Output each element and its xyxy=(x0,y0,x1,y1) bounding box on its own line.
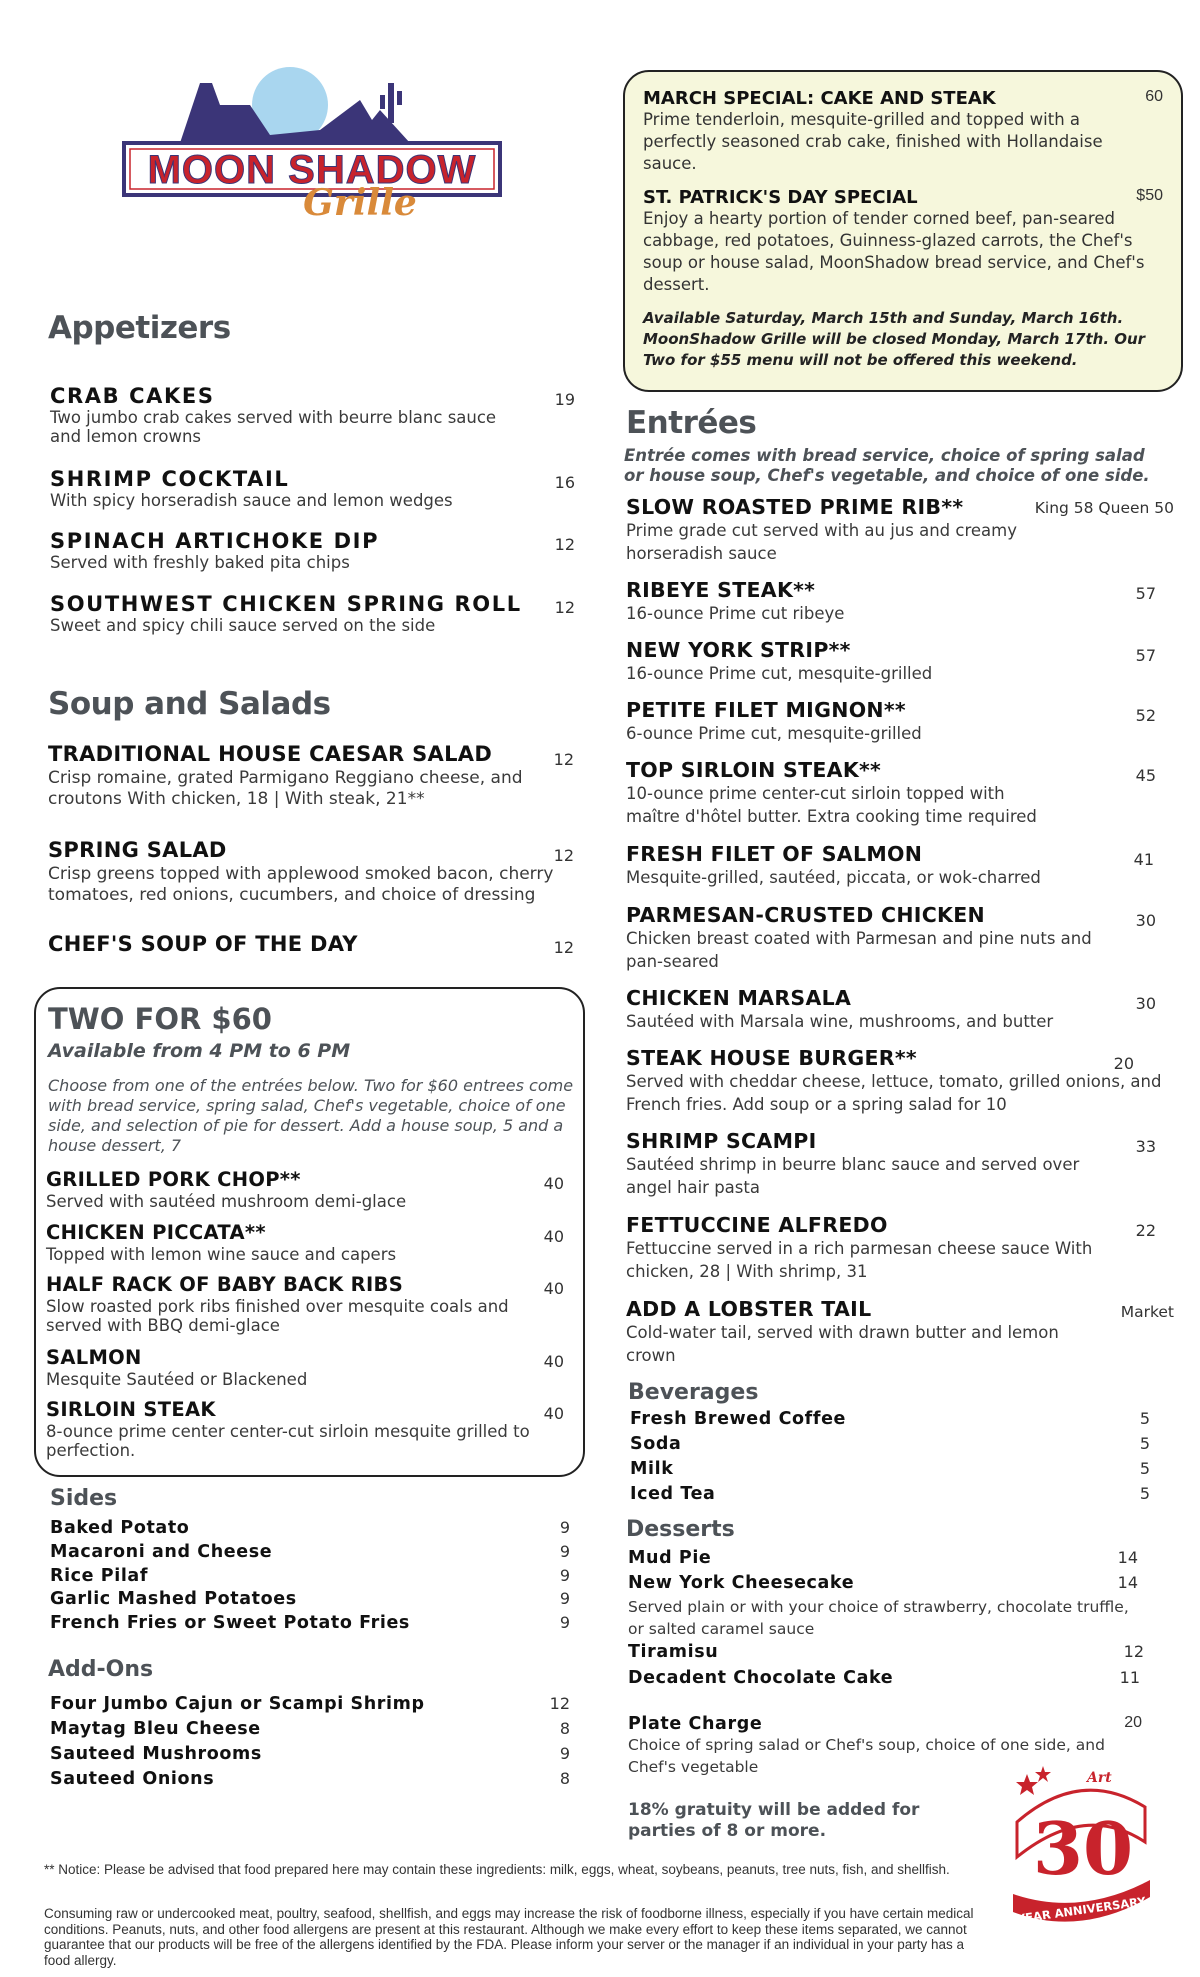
item-price: 9 xyxy=(559,1566,570,1585)
anniversary-badge xyxy=(1005,1762,1155,1977)
anniversary-signature: Art xyxy=(1087,1770,1112,1786)
item-price: 22 xyxy=(1135,1221,1156,1240)
item-price: 33 xyxy=(1135,1137,1156,1156)
side-item xyxy=(50,1613,570,1633)
item-price: 41 xyxy=(1133,850,1154,869)
addon-item xyxy=(50,1744,570,1764)
item-name: NEW YORK STRIP** xyxy=(626,638,851,662)
two-for-item xyxy=(46,1346,564,1389)
item-name: Rice Pilaf xyxy=(50,1566,149,1586)
entree-item xyxy=(626,1129,1174,1199)
item-price: 11 xyxy=(1119,1668,1140,1687)
item-name: PETITE FILET MIGNON** xyxy=(626,698,906,722)
special-price: $50 xyxy=(1136,187,1163,204)
item-name: TOP SIRLOIN STEAK** xyxy=(626,758,882,782)
item-price: 14 xyxy=(1117,1548,1138,1567)
item-desc: Mesquite Sautéed or Blackened xyxy=(46,1370,308,1389)
item-name: Sauteed Onions xyxy=(50,1769,215,1789)
item-name: Iced Tea xyxy=(630,1484,716,1504)
item-name: SPINACH ARTICHOKE DIP xyxy=(50,529,380,553)
item-desc: 10-ounce prime center-cut sirloin topped with maître d'hôtel butter. Extra cooking time required xyxy=(626,784,1037,826)
soup-item xyxy=(48,742,574,810)
appetizer-item xyxy=(50,467,575,510)
item-desc: Sautéed with Marsala wine, mushrooms, and butter xyxy=(626,1012,1054,1031)
item-name: SLOW ROASTED PRIME RIB** xyxy=(626,495,964,519)
item-price: 12 xyxy=(553,846,574,865)
item-desc: Crisp greens topped with applewood smoked bacon, cherry tomatoes, red onions, cucumbers, and choice of dressing xyxy=(48,864,554,905)
soup-item xyxy=(48,838,574,906)
entree-item xyxy=(626,986,1174,1033)
item-desc: Served with freshly baked pita chips xyxy=(50,553,350,572)
item-desc: Slow roasted pork ribs finished over mesquite coals and served with BBQ demi-glace xyxy=(46,1297,509,1335)
logo-name: MOON SHADOW xyxy=(147,148,477,192)
item-name: HALF RACK OF BABY BACK RIBS xyxy=(46,1273,404,1296)
march-special xyxy=(643,88,1163,175)
soup-item xyxy=(48,932,574,957)
item-price: 12 xyxy=(549,1694,570,1713)
logo-script: Grille xyxy=(303,182,417,224)
item-desc: Fettuccine served in a rich parmesan cheese sauce With chicken, 28 | With shrimp, 31 xyxy=(626,1239,1093,1281)
item-desc: Sautéed shrimp in beurre blanc sauce and served over angel hair pasta xyxy=(626,1155,1080,1197)
allergen-notice: ** Notice: Please be advised that food prepared here may contain these ingredients: milk, eggs, wheat, soybeans, peanuts, tree nuts, fish, and shellfish. xyxy=(44,1862,950,1877)
anniversary-text: YEAR ANNIVERSARY xyxy=(1016,1894,1147,1926)
item-name: Plate Charge xyxy=(628,1714,763,1734)
item-price: 19 xyxy=(554,390,575,409)
two-for-item xyxy=(46,1221,564,1264)
appetizers-title: Appetizers xyxy=(48,310,231,346)
item-desc: Served with sautéed mushroom demi-glace xyxy=(46,1192,407,1211)
beverages-list xyxy=(630,1409,1150,1509)
anniversary-number: 30 xyxy=(1032,1806,1134,1891)
item-desc: Served plain or with your choice of strawberry, chocolate truffle, or salted caramel sauce xyxy=(628,1598,1129,1638)
two-for-subtitle: Available from 4 PM to 6 PM xyxy=(48,1040,351,1062)
addon-item xyxy=(50,1694,570,1714)
item-price: 5 xyxy=(1139,1409,1150,1428)
item-price: 9 xyxy=(559,1589,570,1608)
item-name: Tiramisu xyxy=(628,1642,719,1662)
restaurant-logo xyxy=(120,65,510,225)
item-name: Milk xyxy=(630,1459,674,1479)
item-price: 9 xyxy=(559,1744,570,1763)
item-desc: Topped with lemon wine sauce and capers xyxy=(46,1245,397,1264)
item-price: King 58 Queen 50 xyxy=(1034,499,1174,517)
item-name: ADD A LOBSTER TAIL xyxy=(626,1297,872,1321)
item-price: 5 xyxy=(1139,1434,1150,1453)
two-for-title: TWO FOR $60 xyxy=(48,1002,272,1036)
item-name: Four Jumbo Cajun or Scampi Shrimp xyxy=(50,1694,425,1714)
item-desc: 8-ounce prime center center-cut sirloin mesquite grilled to perfection. xyxy=(46,1422,530,1460)
item-price: 57 xyxy=(1135,646,1156,665)
entree-item xyxy=(626,578,1174,625)
item-name: SALMON xyxy=(46,1346,142,1369)
item-price: 57 xyxy=(1135,584,1156,603)
entree-item xyxy=(626,903,1174,973)
item-price: 9 xyxy=(559,1542,570,1561)
special-desc: Prime tenderloin, mesquite-grilled and topped with a perfectly seasoned crab cake, finished with Hollandaise sauce. xyxy=(643,110,1103,173)
item-name: CRAB CAKES xyxy=(50,384,215,408)
item-price: 8 xyxy=(559,1769,570,1788)
item-price: 30 xyxy=(1135,911,1156,930)
item-price: 40 xyxy=(543,1227,564,1246)
side-item xyxy=(50,1518,570,1538)
item-name: SIRLOIN STEAK xyxy=(46,1398,216,1421)
item-price: 40 xyxy=(543,1279,564,1298)
entree-item xyxy=(626,698,1174,745)
special-desc: Enjoy a hearty portion of tender corned beef, pan-seared cabbage, red potatoes, Guinness-glazed carrots, the Chef's soup or house salad, MoonShadow bread service, and Chef's dessert. xyxy=(643,209,1145,294)
item-desc: Cold-water tail, served with drawn butter and lemon crown xyxy=(626,1323,1059,1365)
item-name: CHICKEN PICCATA** xyxy=(46,1221,266,1244)
item-name: Fresh Brewed Coffee xyxy=(630,1409,847,1429)
side-item xyxy=(50,1589,570,1609)
dessert-item xyxy=(628,1668,1148,1688)
item-name: New York Cheesecake xyxy=(628,1573,855,1593)
desserts-title: Desserts xyxy=(626,1517,735,1542)
item-name: FRESH FILET OF SALMON xyxy=(626,842,923,866)
appetizer-item xyxy=(50,592,575,635)
item-name: SOUTHWEST CHICKEN SPRING ROLL xyxy=(50,592,522,616)
entree-item xyxy=(626,495,1174,565)
two-for-intro: Choose from one of the entrées below. Two for $60 entrees come with bread service, spring salad, Chef's vegetable, choice of one side, and selection of pie for dessert. Add a house soup, 5 and a house dessert, 7 xyxy=(48,1076,574,1155)
item-desc: Two jumbo crab cakes served with beurre blanc sauce and lemon crowns xyxy=(50,408,497,446)
item-name: CHEF'S SOUP OF THE DAY xyxy=(48,932,358,956)
item-price: 8 xyxy=(559,1719,570,1738)
item-name: Maytag Bleu Cheese xyxy=(50,1719,261,1739)
gratuity-note: 18% gratuity will be added for parties of 8 or more. xyxy=(628,1800,920,1841)
item-desc: Mesquite-grilled, sautéed, piccata, or wok-charred xyxy=(626,868,1041,887)
item-name: TRADITIONAL HOUSE CAESAR SALAD xyxy=(48,742,493,766)
food-safety-notice: Consuming raw or undercooked meat, poultry, seafood, shellfish, and eggs may increase the risk of foodborne illness, especially if you have certain medical conditions. Peanuts, nuts, and other food allergens are present at this restaurant. Although we make every effort to keep these items separated, we cannot guarantee that our products will be free of the allergens identified by the FDA. Please inform your server or the manager if an individual in your party has a food allergy. xyxy=(44,1906,974,1968)
item-name: GRILLED PORK CHOP** xyxy=(46,1168,301,1191)
item-price: 40 xyxy=(543,1352,564,1371)
entrees-intro: Entrée comes with bread service, choice of spring salad or house soup, Chef's vegetable, and choice of one side. xyxy=(624,446,1150,485)
item-desc: 6-ounce Prime cut, mesquite-grilled xyxy=(626,724,922,743)
dessert-item xyxy=(628,1548,1148,1568)
item-name: SHRIMP SCAMPI xyxy=(626,1129,817,1153)
appetizer-item xyxy=(50,384,575,446)
item-price: 40 xyxy=(543,1404,564,1423)
item-name: CHICKEN MARSALA xyxy=(626,986,852,1010)
entree-item xyxy=(626,638,1174,685)
item-name: FETTUCCINE ALFREDO xyxy=(626,1213,888,1237)
appetizer-item xyxy=(50,529,575,572)
item-price: 16 xyxy=(554,473,575,492)
item-price: 12 xyxy=(553,750,574,769)
side-item xyxy=(50,1566,570,1586)
beverages-title: Beverages xyxy=(628,1380,759,1405)
sides-title: Sides xyxy=(50,1486,118,1511)
beverage-item xyxy=(630,1459,1150,1479)
soups-title: Soup and Salads xyxy=(48,686,331,722)
special-name: ST. PATRICK'S DAY SPECIAL xyxy=(643,187,918,208)
item-price: 52 xyxy=(1135,706,1156,725)
logo-graphic xyxy=(120,65,510,225)
two-for-item xyxy=(46,1398,564,1460)
dessert-item xyxy=(628,1642,1148,1662)
addon-item xyxy=(50,1719,570,1739)
entree-item xyxy=(626,842,1174,889)
beverage-item xyxy=(630,1484,1150,1504)
stpatrick-special xyxy=(643,187,1163,296)
beverage-item xyxy=(630,1434,1150,1454)
entree-item xyxy=(626,758,1174,828)
addon-item xyxy=(50,1769,570,1789)
item-price: 30 xyxy=(1135,994,1156,1013)
item-name: PARMESAN-CRUSTED CHICKEN xyxy=(626,903,985,927)
item-price: 9 xyxy=(559,1518,570,1537)
item-price: 45 xyxy=(1135,766,1156,785)
special-name: MARCH SPECIAL: CAKE AND STEAK xyxy=(643,88,996,109)
entree-item xyxy=(626,1213,1174,1283)
item-name: Soda xyxy=(630,1434,682,1454)
item-desc: Sweet and spicy chili sauce served on the side xyxy=(50,616,436,635)
item-price: Market xyxy=(1120,1303,1174,1321)
item-name: Baked Potato xyxy=(50,1518,190,1538)
item-desc: Choice of spring salad or Chef's soup, choice of one side, and Chef's vegetable xyxy=(628,1736,1105,1776)
item-desc: 16-ounce Prime cut, mesquite-grilled xyxy=(626,664,933,683)
addons-title: Add-Ons xyxy=(48,1657,154,1682)
item-name: Macaroni and Cheese xyxy=(50,1542,273,1562)
item-name: Mud Pie xyxy=(628,1548,712,1568)
item-name: Garlic Mashed Potatoes xyxy=(50,1589,297,1609)
two-for-item xyxy=(46,1273,564,1335)
item-name: RIBEYE STEAK** xyxy=(626,578,816,602)
sides-list xyxy=(50,1518,570,1643)
item-name: Sauteed Mushrooms xyxy=(50,1744,262,1764)
item-desc: Chicken breast coated with Parmesan and pine nuts and pan-seared xyxy=(626,929,1092,971)
item-name: French Fries or Sweet Potato Fries xyxy=(50,1613,410,1633)
entree-item xyxy=(626,1046,1174,1116)
item-price: 5 xyxy=(1139,1484,1150,1503)
item-price: 14 xyxy=(1117,1573,1138,1592)
item-desc: Prime grade cut served with au jus and creamy horseradish sauce xyxy=(626,521,1017,563)
item-price: 5 xyxy=(1139,1459,1150,1478)
specials-note: Available Saturday, March 15th and Sunday, March 16th. MoonShadow Grille will be closed Monday, March 17th. Our Two for $55 menu will not be offered this weekend. xyxy=(643,309,1146,369)
item-desc: 16-ounce Prime cut ribeye xyxy=(626,604,845,623)
item-name: SHRIMP COCKTAIL xyxy=(50,467,290,491)
two-for-item xyxy=(46,1168,564,1211)
item-price: 12 xyxy=(1123,1642,1144,1661)
special-price: 60 xyxy=(1145,88,1163,105)
side-item xyxy=(50,1542,570,1562)
item-desc: Crisp romaine, grated Parmigano Reggiano cheese, and croutons With chicken, 18 | With steak, 21** xyxy=(48,768,523,809)
item-price: 9 xyxy=(559,1613,570,1632)
anniversary-graphic xyxy=(1005,1762,1155,1942)
item-price: 12 xyxy=(554,535,575,554)
item-price: 12 xyxy=(554,598,575,617)
item-price: 40 xyxy=(543,1174,564,1193)
item-name: SPRING SALAD xyxy=(48,838,227,862)
item-price: 12 xyxy=(553,938,574,957)
addons-list xyxy=(50,1694,570,1794)
item-price: 20 xyxy=(1124,1714,1142,1731)
item-name: STEAK HOUSE BURGER** xyxy=(626,1046,917,1070)
item-name: Decadent Chocolate Cake xyxy=(628,1668,894,1688)
beverage-item xyxy=(630,1409,1150,1429)
entree-item xyxy=(626,1297,1174,1367)
dessert-item xyxy=(628,1573,1148,1593)
item-price: 20 xyxy=(1113,1054,1134,1073)
desserts-list xyxy=(628,1548,1148,1698)
entrees-title: Entrées xyxy=(626,405,757,441)
item-desc: With spicy horseradish sauce and lemon wedges xyxy=(50,491,453,510)
item-desc: Served with cheddar cheese, lettuce, tomato, grilled onions, and French fries. Add soup or a spring salad for 10 xyxy=(626,1072,1162,1114)
